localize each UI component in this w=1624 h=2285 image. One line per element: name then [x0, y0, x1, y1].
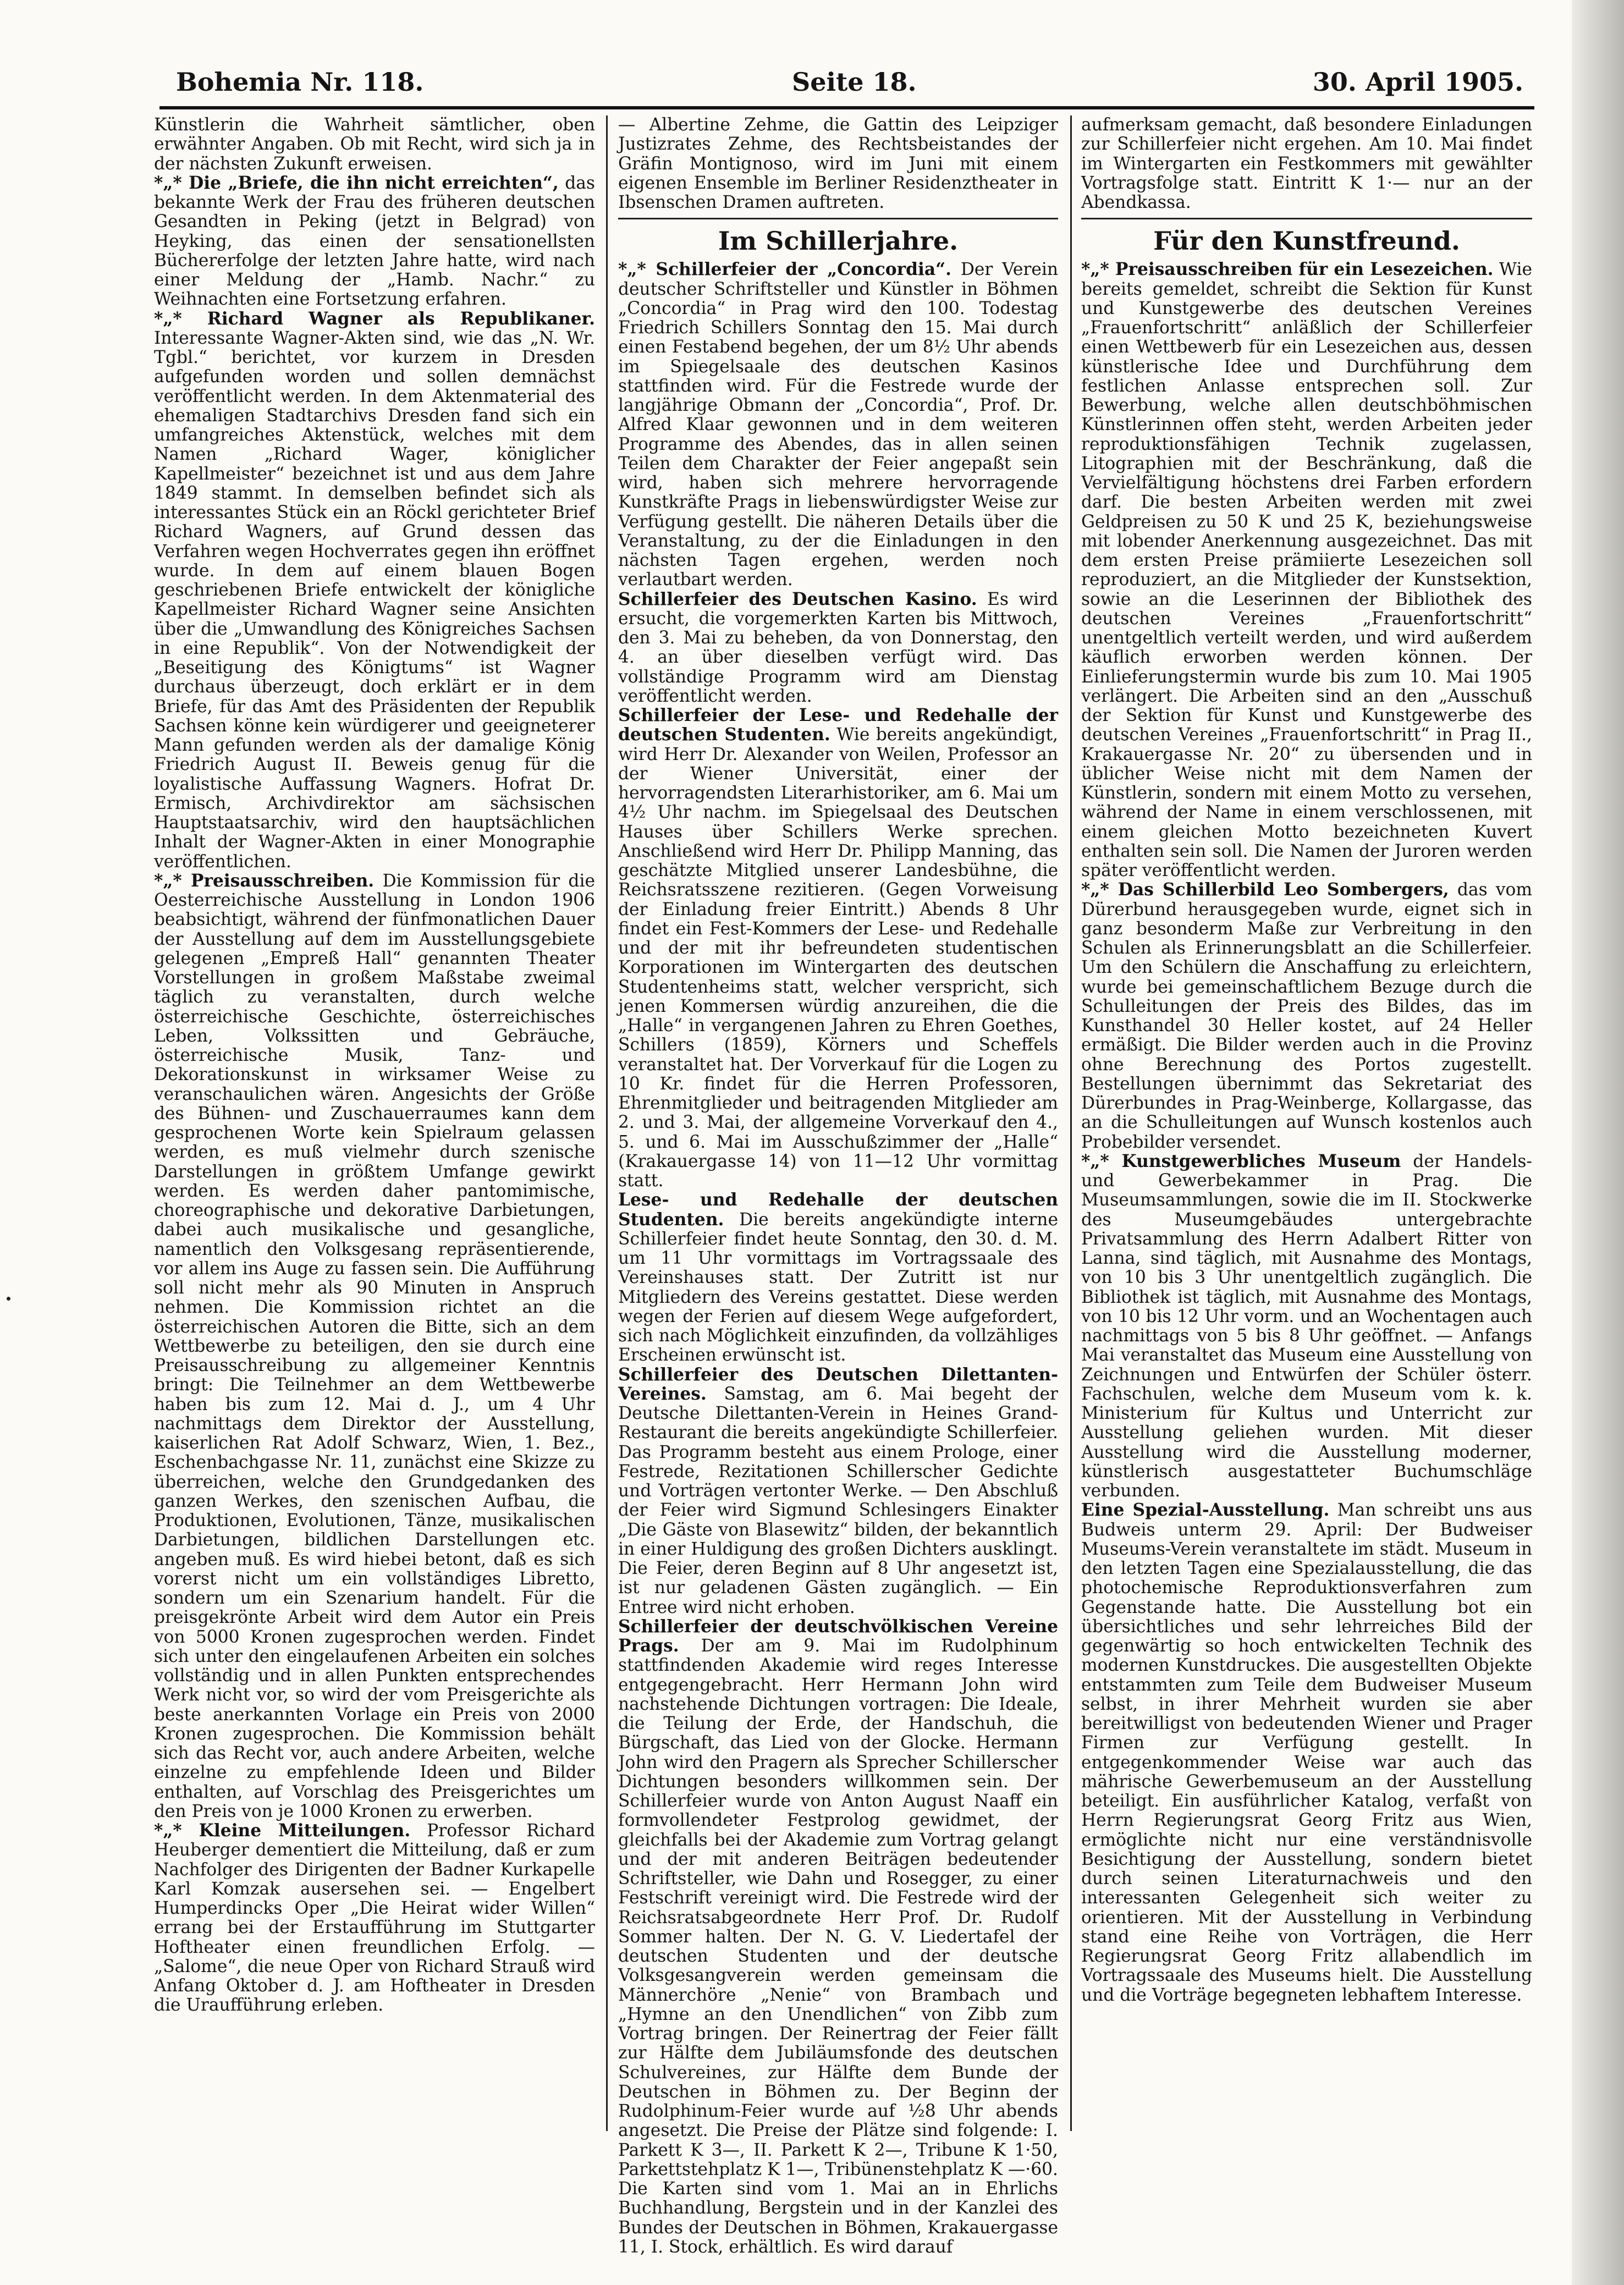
article-lesezeichen-body: Wie bereits gemeldet, schreibt die Sektion für Kunst und Kunstgewerbe des deutschen Vereines „Frauenfortschritt“ anläßlich der Schillerfeier einen Wettbewerb für ein Lesezeichen aus, dessen künstlerische Idee und Durchführung dem festlichen Anlasse entsprechen soll. Zur Bewerbung, welche allen deutschböhmischen Künstlerinnen offen steht, werden Arbeiten jeder reproduktionsfähigen Technik zugelassen, Litographien mit der Beschränkung, daß die Vervielfältigung höchstens drei Farben erfordern darf. Die besten Arbeiten werden mit zwei Geldpreisen zu 50 K und 25 K, beziehungsweise mit lobender Anerkennung ausgezeichnet. Das mit dem ersten Preise prämiierte Lesezeichen soll reproduziert, an die Mitglieder der Kunstsektion, sowie an die Leserinnen der Bibliothek des deutschen Vereines „Frauenfortschritt“ unentgeltlich verteilt werden, und wird außerdem käuflich erworben werden können. Der Einlieferungstermin wurde bis zum 10. Mai 1905 verlängert. Die Arbeiten sind an den „Ausschuß der Sektion für Kunst und Kunstgewerbe des deutschen Vereines „Frauenfortschritt“ in Prag II., Krakauergasse Nr. 20“ zu übersenden und in üblicher Weise nicht mit dem Namen der Künstlerin, sondern mit einem Motto zu versehen, während der Name in einem verschlossenen, mit einem gleichen Motto bezeichneten Kuvert enthalten sein soll. Die Namen der Juroren werden später veröffentlicht werden.: [1081, 260, 1532, 880]
article-wagner: [154, 310, 595, 872]
article-schillerbild-title: *„* Das Schillerbild Leo Sombergers,: [1081, 880, 1449, 900]
article-kunstgewerbe-museum-body: der Handels- und Gewerbekammer in Prag. Die Museumsammlungen, sowie die im II. Stockwerke des Museumgebäudes untergebrachte Privatsammlung des Herrn Adalbert Ritter von Lanna, sind täglich, mit Ausnahme des Montags, von 10 bis 3 Uhr unentgeltlich zugänglich. Die Bibliothek ist täglich, mit Ausnahme des Montags, von 10 bis 12 Uhr vorm. und an Wochentagen auch nachmittags von 5 bis 8 Uhr geöffnet. — Anfangs Mai veranstaltet das Museum eine Ausstellung von Zeichnungen und Entwürfen der Schüler österr. Fachschulen, welche dem Museum vom k. k. Ministerium für Kultus und Unterricht zur Ausstellung geliehen wurden. Mit dieser Ausstellung wird die Ausstellung moderner, künstlerisch ausgestatteter Buchumschläge verbunden.: [1081, 1151, 1532, 1501]
header-rule: [159, 106, 1534, 109]
article-preisausschreiben: [154, 872, 595, 1821]
article-briefe: [154, 174, 595, 310]
article-redehalle-fest-title: Schillerfeier der Lese- und Redehalle der deutschen Studenten.: [618, 706, 1058, 745]
column-rule-2: [1070, 115, 1072, 2131]
article-redehalle-intern-title: Lese- und Redehalle der deutschen Studenten.: [618, 1190, 1058, 1230]
article-schillerbild: [1081, 880, 1532, 1152]
scan-speck: [7, 1297, 10, 1301]
article-dilettanten-body: Samstag, am 6. Mai begeht der Deutsche Dilettanten-Verein in Heines Grand-Restaurant die bereits angekündigte Schillerfeier. Das Programm besteht aus einem Prologe, einer Festrede, Rezitationen Schillerscher Gedichte und Vorträgen vertonter Werke. — Den Abschluß der Feier wird Sigmund Schlesingers Einakter „Die Gäste von Blasewitz“ bilden, der bekanntlich in einer Huldigung des großen Dichters ausklingt. Die Feier, deren Beginn auf 8 Uhr angesetzt ist, ist nur geladenen Gästen zugänglich. — Ein Entree wird nicht erhoben.: [618, 1384, 1058, 1617]
article-lesezeichen-title: *„* Preisausschreiben für ein Lesezeichen.: [1081, 260, 1494, 280]
col2-intro: — Albertine Zehme, die Gattin des Leipziger Justizrates Zehme, des Rechtsbeistandes der Gräfin Montignoso, wird im Juni mit einem eigenen Ensemble im Berliner Residenztheater in Ibsenschen Dramen auftreten.: [618, 115, 1058, 212]
article-spezial-ausstellung-title: Eine Spezial-Ausstellung.: [1081, 1500, 1330, 1521]
article-lesezeichen: [1081, 260, 1532, 880]
article-deutschvoelkisch: [618, 1617, 1058, 2257]
section-rule: [618, 218, 1058, 219]
article-spezial-ausstellung: [1081, 1501, 1532, 2005]
article-concordia-body: Der Verein deutscher Schriftsteller und Künstler in Böhmen „Concordia“ in Prag wird den 100. Todestag Friedrich Schillers Sonntag den 15. Mai durch einen Festabend begehen, der um 8½ Uhr abends im Spiegelsaale des deutschen Kasinos stattfinden wird. Für die Festrede wurde der langjährige Obmann der „Concordia“, Prof. Dr. Alfred Klaar gewonnen und in dem weiteren Programme des Abendes, das in allen seinen Teilen dem Charakter der Feier angepaßt sein wird, haben sich mehrere hervorragende Kunstkräfte Prags in liebenswürdigster Weise zur Verfügung gestellt. Die näheren Details über die Veranstaltung, zu der die Einladungen in den nächsten Tagen ergehen, werden noch verlautbart werden.: [618, 260, 1059, 590]
section-rule: [1081, 218, 1532, 219]
article-wagner-body: Interessante Wagner-Akten sind, wie das „N. Wr. Tgbl.“ berichtet, vor kurzem in Dresden aufgefunden worden und sollen demnächst veröffentlicht werden. In dem Aktenmaterial des ehemaligen Stadtarchivs Dresden fand sich ein umfangreiches Aktenstück, welches mit dem Namen „Richard Wager, königlicher Kapellmeister“ bezeichnet ist und aus dem Jahre 1849 stammt. In demselben befindet sich als interessantes Stück ein an Röckl gerichteter Brief Richard Wagners, auf Grund dessen das Verfahren wegen Hochverrates gegen ihn eröffnet wurde. In dem auf einem blauen Bogen geschriebenen Briefe entwickelt der königliche Kapellmeister Richard Wagner seine Ansichten über die „Umwandlung des Königreiches Sachsen in eine Republik“. Von der Notwendigkeit der „Beseitigung des Königtums“ ist Wagner durchaus überzeugt, doch erklärt er in dem Briefe, für das Amt des Präsidenten der Republik Sachsen könne kein würdigerer und geeigneterer Mann gefunden werden als der damalige König Friedrich August II. Beweis genug für die loyalistische Auffassung Wagners. Hofrat Dr. Ermisch, Archivdirektor am sächsischen Hauptstaatsarchiv, wird den hauptsächlichen Inhalt der Wagner-Akten in einer Monographie veröffentlichen.: [154, 328, 595, 872]
article-dilettanten: [618, 1366, 1058, 1617]
col1-intro: Künstlerin die Wahrheit sämtlicher, oben erwähnter Angaben. Ob mit Recht, wird sich ja in der nächsten Zukunft erweisen.: [154, 115, 595, 174]
page-header: [176, 67, 1523, 106]
article-briefe-body: das bekannte Werk der Frau des früheren deutschen Gesandten in Peking (jetzt in Belgrad) von Heyking, das einen der sensationellsten Büchererfolge der letzten Jahre hatte, wird nach einer Meldung der „Hamb. Nachr.“ zu Weihnachten eine Fortsetzung erfahren.: [154, 173, 595, 310]
article-spezial-ausstellung-body: Man schreibt uns aus Budweis unterm 29. April: Der Budweiser Museums-Verein veranstaltete im städt. Museum in den letzten Tagen eine Spezialausstellung, die das photochemische Reproduktionsverfahren zum Gegenstande hatte. Die Ausstellung bot ein übersichtliches und sehr lehrreiches Bild der gegenwärtig so hoch entwickelten Technik des modernen Kunstdruckes. Die ausgestellten Objekte entstammten zum Teile dem Budweiser Museum selbst, in ihrer Mehrheit wurden sie aber bereitwilligst von bedeutenden Wiener und Prager Firmen zur Verfügung gestellt. In entgegenkommender Weise war auch das mährische Gewerbemuseum an der Ausstellung beteiligt. Ein ausführlicher Katalog, verfaßt von Herrn Regierungsrat Georg Fritz aus Wien, ermöglichte nicht nur eine verständnisvolle Besichtigung der Ausstellung, sondern bietet durch seinen Literaturnachweis und den interessanten Gelegenheit sich weiter zu orientieren. Mit der Ausstellung in Verbindung stand eine Reihe von Vorträgen, die Herr Regierungsrat Georg Fritz allabendlich im Vortragssaale des Museums hielt. Die Ausstellung und die Vorträge begegneten lebhaftem Interesse.: [1081, 1500, 1532, 2005]
article-kasino-title: Schillerfeier des Deutschen Kasino.: [618, 589, 977, 609]
article-kunstgewerbe-museum-title: *„* Kunstgewerbliches Museum: [1081, 1151, 1401, 1171]
article-kasino-body: Es wird ersucht, die vorgemerkten Karten bis Mittwoch, den 3. Mai zu beheben, da von Donnerstag, den 4. an über dieselben verfügt wird. Das vollständige Programm wird am Dienstag veröffentlicht werden.: [618, 589, 1058, 706]
article-redehalle-intern-body: Die bereits angekündigte interne Schillerfeier findet heute Sonntag, den 30. d. M. um 11 Uhr vormittags im Vortragssaale des Vereinshauses statt. Der Zutritt ist nur Mitgliedern des Vereins gestattet. Diese werden wegen der Ferien auf diesem Wege aufgefordert, sich nach Möglichkeit einzufinden, da vollzähliges Erscheinen erwünscht ist.: [618, 1209, 1058, 1366]
column-3: [1081, 115, 1532, 2131]
article-kunstgewerbe-museum: [1081, 1152, 1532, 1501]
header-page-number: Seite 18.: [792, 67, 917, 97]
column-1: [154, 115, 595, 2131]
article-concordia-title: *„* Schillerfeier der „Concordia“.: [618, 260, 952, 280]
article-kleine-mitteilungen: [154, 1821, 595, 2016]
article-deutschvoelkisch-body: Der am 9. Mai im Rudolphinum stattfindenden Akademie wird reges Interesse entgegengebracht. Herr Hermann John wird nachstehende Dichtungen vortragen: Die Ideale, die Teilung der Erde, der Handschuh, die Bürgschaft, das Lied von der Glocke. Hermann John wird den Pragern als Sprecher Schillerscher Dichtungen besonders willkommen sein. Der Schillerfeier wurde von Anton August Naaff ein formvollendeter Festprolog gewidmet, der gleichfalls bei der Akademie zum Vortrag gelangt und der mit anderen Beiträgen bedeutender Schriftsteller, wie Dahn und Rosegger, zu einer Festschrift vereinigt wird. Die Festrede wird der Reichsratsabgeordnete Herr Prof. Dr. Rudolf Sommer halten. Der N. G. V. Liedertafel der deutschen Studenten und der deutsche Volksgesangverein werden gemeinsam die Männerchöre „Nenie“ von Brambach und „Hymne an den Unendlichen“ von Zibb zum Vortrag bringen. Der Reinertrag der Feier fällt zur Hälfte dem Jubiläumsfonde des deutschen Schulvereines, zur Hälfte dem Bunde der Deutschen in Böhmen zu. Der Beginn der Rudolphinum-Feier wurde auf ½8 Uhr abends angesetzt. Die Preise der Plätze sind folgende: I. Parkett K 3—, II. Parkett K 2—, Tribune K 1·50, Parkettstehplatz K 1—, Tribünenstehplatz K —·60. Die Karten sind vom 1. Mai an in Ehrlichs Buchhandlung, Bergstein und in der Kanzlei des Bundes der Deutschen in Böhmen, Krakauergasse 11, I. Stock, erhältlich. Es wird darauf: [618, 1636, 1058, 2257]
section-heading-kunstfreund: Für den Kunstfreund.: [1153, 226, 1460, 256]
section-heading-schillerjahre: Im Schillerjahre.: [718, 226, 959, 256]
column-2: [618, 115, 1059, 2257]
article-kleine-mitteilungen-title: *„* Kleine Mitteilungen.: [154, 1821, 411, 1841]
header-date: 30. April 1905.: [1312, 67, 1523, 97]
article-redehalle-intern: [618, 1191, 1058, 1365]
article-concordia: [618, 260, 1058, 590]
column-rule-1: [606, 115, 608, 2131]
article-redehalle-fest-body: Wie bereits angekündigt, wird Herr Dr. Alexander von Weilen, Professor an der Wiener Universität, einer der hervorragendsten Literarhistoriker, am 6. Mai um 4½ Uhr nachm. im Spiegelsaal des Deutschen Hauses über Schillers Werke sprechen. Anschließend wird Herr Dr. Philipp Manning, das geschätzte Mitglied unserer Landesbühne, die Reichsratsszene rezitieren. (Gegen Vorweisung der Einladung freier Eintritt.) Abends 8 Uhr findet ein Fest-Kommers der Lese- und Redehalle und der mit ihr befreundeten studentischen Korporationen im Wintergarten des deutschen Studentenheims statt, welcher verspricht, sich jenen Kommersen würdig anzureihen, die die „Halle“ in vergangenen Jahren zu Ehren Goethes, Schillers (1859), Körners und Scheffels veranstaltet hat. Der Vorverkauf für die Logen zu 10 Kr. findet für die Herren Professoren, Ehrenmitglieder und beitragenden Mitglieder am 2. und 3. Mai, der allgemeine Vorverkauf den 4., 5. und 6. Mai im Ausschußzimmer der „Halle“ (Krakauergasse 14) von 11—12 Uhr vormittag statt.: [618, 725, 1059, 1191]
article-preisausschreiben-body: Die Kommission für die Oesterreichische Ausstellung in London 1906 beabsichtigt, während der fünfmonatlichen Dauer der Ausstellung auf dem im Ausstellungsgebiete gelegenen „Empreß Hall“ genannten Theater Vorstellungen in großem Maßstabe zweimal täglich zu veranstalten, durch welche österreichische Geschichte, österreichisches Leben, Volkssitten und Gebräuche, österreichische Musik, Tanz- und Dekorationskunst in wirksamer Weise zu veranschaulichen wären. Angesichts der Größe des Bühnen- und Zuschauerraumes kann dem gesprochenen Worte kein Spielraum gelassen werden, es muß vielmehr durch szenische Darstellungen in größtem Umfange gewirkt werden. Es werden daher pantomimische, choreographische und dekorative Darbietungen, dabei auch musikalische und gesangliche, namentlich den Volksgesang repräsentierende, vor allem ins Auge zu fassen sein. Die Aufführung soll nicht mehr als 90 Minuten in Anspruch nehmen. Die Kommission richtet an die österreichischen Autoren die Bitte, sich an dem Wettbewerbe zu beteiligen, den sie durch eine Preisausschreibung zu allgemeiner Kenntnis bringt: Die Teilnehmer an dem Wettbewerbe haben bis zum 12. Mai d. J., um 4 Uhr nachmittags dem Direktor der Ausstellung, kaiserlichen Rat Adolf Schwarz, Wien, 1. Bez., Eschenbachgasse Nr. 11, zunächst eine Skizze zu überreichen, welche den Grundgedanken des ganzen Werkes, den szenischen Aufbau, die Produktionen, Evolutionen, Tänze, musikalischen Darbietungen, bildlichen Darstellungen etc. angeben muß. Es wird hiebei betont, daß es sich vorerst nicht um ein vollständiges Libretto, sondern um ein Szenarium handelt. Für die preisgekrönte Arbeit wird dem Autor ein Preis von 5000 Kronen zugesprochen werden. Findet sich unter den eingelaufenen Arbeiten ein solches vollständig und in allen Punkten entsprechendes Werk nicht vor, so wird der vom Preisgerichte als beste anerkannten Vorlage ein Preis von 2000 Kronen zugesprochen. Die Kommission behält sich das Recht vor, auch andere Arbeiten, welche einzelne zu empfehlende Ideen und Bilder enthalten, auf Vorschlag des Preisgerichtes um den Preis von je 1000 Kronen zu erwerben.: [154, 871, 595, 1821]
header-issue: Bohemia Nr. 118.: [176, 67, 424, 97]
article-deutschvoelkisch-title: Schillerfeier der deutschvölkischen Vereine Prags.: [618, 1616, 1058, 1656]
article-briefe-title: *„* Die „Briefe, die ihn nicht erreichten“,: [154, 173, 559, 193]
article-preisausschreiben-title: *„* Preisausschreiben.: [154, 871, 375, 891]
col3-intro: aufmerksam gemacht, daß besondere Einladungen zur Schillerfeier nicht ergehen. Am 10. Mai findet im Wintergarten ein Festkommers mit gewählter Vortragsfolge statt. Eintritt K 1·— nur an der Abendkassa.: [1081, 115, 1532, 212]
article-wagner-title: *„* Richard Wagner als Republikaner.: [154, 309, 595, 329]
article-dilettanten-title: Schillerfeier des Deutschen Dilettanten-Vereines.: [618, 1364, 1058, 1404]
article-schillerbild-body: das vom Dürerbund herausgegeben wurde, eignet sich in ganz besonderm Maße zur Verbreitung in den Schulen als Erinnerungsblatt an die Schillerfeier. Um den Schülern die Anschaffung zu erleichtern, wurde bei gemeinschaftlichem Bezuge durch die Schulleitungen der Preis des Bildes, das im Kunsthandel 30 Heller kostet, auf 24 Heller ermäßigt. Die Bilder werden auch in die Provinz ohne Berechnung des Portos zugestellt. Bestellungen übernimmt das Sekretariat des Dürerbundes in Prag-Weinberge, Kollargasse, das an die Schulleitungen auf Wunsch kostenlos auch Probebilder versendet.: [1081, 880, 1533, 1152]
scan-edge-shadow: [1572, 0, 1624, 2285]
article-kleine-mitteilungen-body: Professor Richard Heuberger dementiert die Mitteilung, daß er zum Nachfolger des Dirigenten der Badner Kurkapelle Karl Komzak ausersehen sei. — Engelbert Humperdincks Oper „Die Heirat wider Willen“ errang bei der Erstaufführung im Stuttgarter Hoftheater einen freundlichen Erfolg. — „Salome“, die neue Oper von Richard Strauß wird Anfang Oktober d. J. am Hoftheater in Dresden die Uraufführung erleben.: [154, 1821, 595, 2016]
article-kasino: [618, 590, 1058, 707]
article-redehalle-fest: [618, 706, 1058, 1191]
